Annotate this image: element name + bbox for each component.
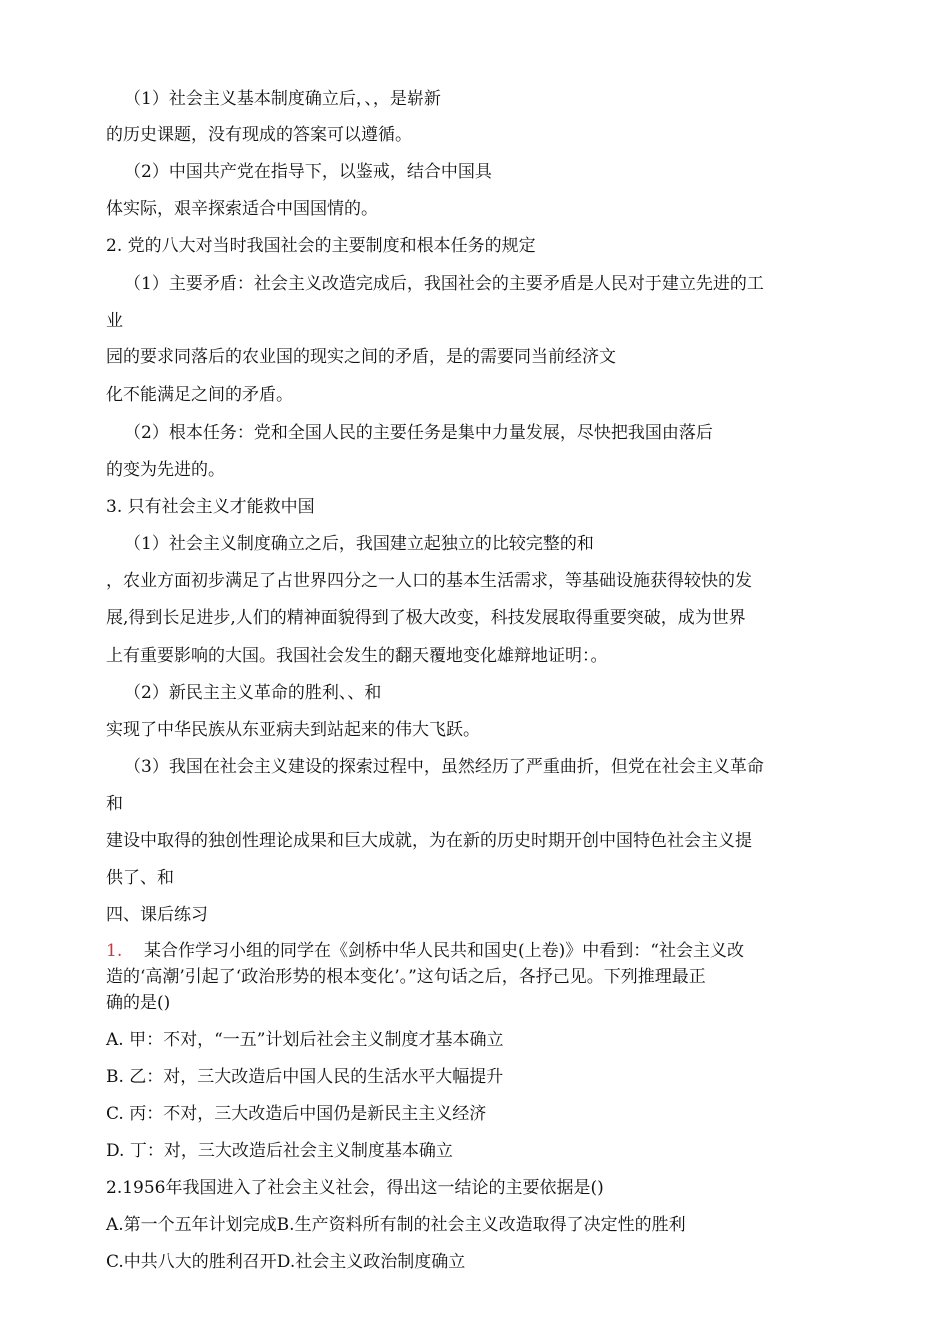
text-line: 实现了中华民族从东亚病夫到站起来的伟大飞跃。: [106, 720, 480, 740]
text-line: 和: [106, 794, 123, 814]
options-line: C.中共八大的胜利召开D.社会主义政治制度确立: [106, 1252, 466, 1272]
question-stem: 造的‘高潮’引起了‘政治形势的根本变化’。”这句话之后，各抒己见。下列推理最正: [106, 967, 706, 987]
text-line: （1）主要矛盾：社会主义改造完成后，我国社会的主要矛盾是人民对于建立先进的工: [124, 274, 764, 294]
text-line: 的变为先进的。: [106, 460, 225, 480]
section-heading: 四、课后练习: [106, 905, 208, 925]
options-line: A.第一个五年计划完成B.生产资料所有制的社会主义改造取得了决定性的胜利: [106, 1215, 686, 1235]
option-c: C. 丙：不对，三大改造后中国仍是新民主主义经济: [106, 1104, 487, 1124]
section-heading: 2. 党的八大对当时我国社会的主要制度和根本任务的规定: [106, 236, 536, 256]
text-line: 供了、和: [106, 868, 174, 888]
text-line: （2）中国共产党在指导下，以鉴戒，结合中国具: [124, 162, 492, 182]
text-line: 园的要求同落后的农业国的现实之间的矛盾，是的需要同当前经济文: [106, 347, 616, 367]
section-heading: 3. 只有社会主义才能救中国: [106, 497, 315, 517]
question-stem: 某合作学习小组的同学在《剑桥中华人民共和国史(上卷)》中看到：“社会主义改: [144, 941, 744, 961]
text-line: 化不能满足之间的矛盾。: [106, 385, 293, 405]
text-line: （1）社会主义制度确立之后，我国建立起独立的比较完整的和: [124, 534, 594, 554]
text-line: （1）社会主义基本制度确立后，、，是崭新: [124, 89, 441, 109]
text-line: （2）根本任务：党和全国人民的主要任务是集中力量发展，尽快把我国由落后: [124, 423, 713, 443]
option-a: A. 甲：不对，“一五”计划后社会主义制度才基本确立: [106, 1030, 504, 1050]
text-line: 体实际，艰辛探索适合中国国情的。: [106, 199, 378, 219]
text-line: 的历史课题，没有现成的答案可以遵循。: [106, 125, 412, 145]
text-line: （3）我国在社会主义建设的探索过程中，虽然经历了严重曲折，但党在社会主义革命: [124, 757, 764, 777]
text-line: ，农业方面初步满足了占世界四分之一人口的基本生活需求，等基础设施获得较快的发: [106, 571, 752, 591]
text-line: （2）新民主主义革命的胜利、、和: [124, 683, 382, 703]
text-line: 展,得到长足进步,人们的精神面貌得到了极大改变，科技发展取得重要突破，成为世界: [106, 608, 746, 628]
question-stem: 2.1956年我国进入了社会主义社会，得出这一结论的主要依据是(): [106, 1178, 604, 1198]
text-line: 建设中取得的独创性理论成果和巨大成就，为在新的历史时期开创中国特色社会主义提: [106, 831, 752, 851]
option-b: B. 乙：对，三大改造后中国人民的生活水平大幅提升: [106, 1067, 504, 1087]
text-line: 上有重要影响的大国。我国社会发生的翻天覆地变化雄辩地证明：。: [106, 646, 608, 666]
question-number: 1.: [106, 941, 123, 961]
text-line: 业: [106, 311, 123, 331]
option-d: D. 丁：对，三大改造后社会主义制度基本确立: [106, 1141, 453, 1161]
question-stem: 确的是(): [106, 993, 171, 1013]
